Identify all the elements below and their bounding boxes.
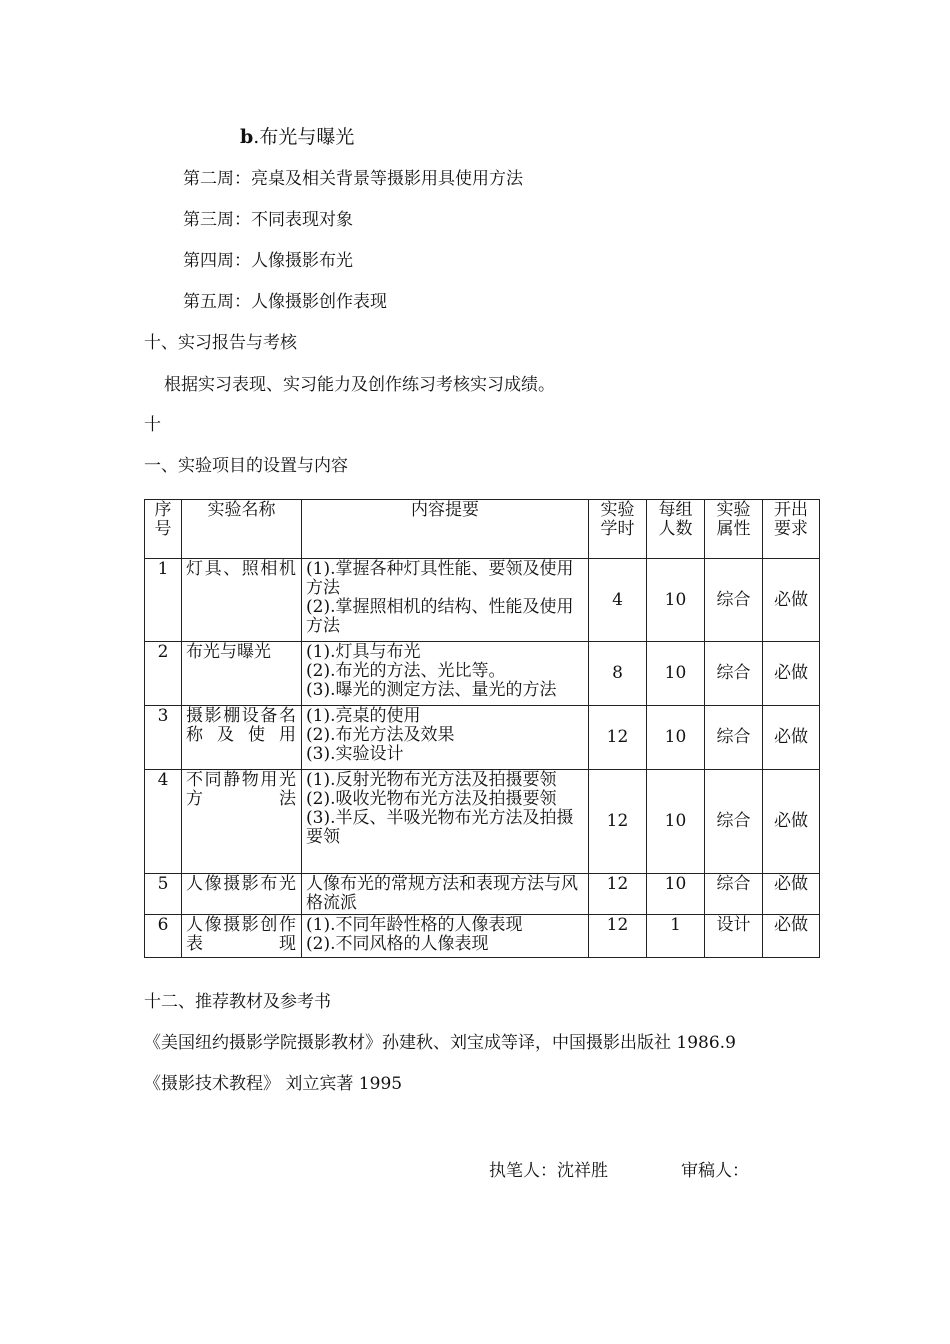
section-10-body: 根据实习表现、实习能力及创作练习考核实习成绩。	[164, 375, 555, 395]
content-line: (2).布光的方法、光比等。	[306, 661, 506, 681]
cell-group: 10	[647, 874, 705, 915]
experiment-table	[144, 499, 820, 958]
content-line: (1).灯具与布光	[306, 642, 421, 662]
section-12-title: 十二、推荐教材及参考书	[144, 992, 331, 1012]
cell-hours: 4	[589, 559, 647, 642]
cell-requirement: 必做	[763, 642, 820, 706]
section-11-title-part2: 一、实验项目的设置与内容	[144, 456, 348, 476]
content-line: (2).掌握照相机的结构、性能及使用方法	[306, 597, 574, 636]
header-type: 实验属性	[705, 500, 763, 559]
table-row	[145, 642, 820, 706]
table-header-row	[145, 500, 820, 559]
cell-requirement: 必做	[763, 874, 820, 915]
content-line: (2).不同风格的人像表现	[306, 934, 489, 954]
reviewer-signature: 审稿人：	[681, 1161, 749, 1181]
table-row	[145, 706, 820, 770]
header-content: 内容提要	[302, 500, 589, 559]
reference-item: 《美国纽约摄影学院摄影教材》孙建秋、刘宝成等译，中国摄影出版社 1986.9	[144, 1033, 736, 1053]
cell-type: 综合	[705, 706, 763, 770]
cell-requirement: 必做	[763, 915, 820, 958]
section-11-title-part1: 十	[144, 415, 161, 435]
table-row	[145, 874, 820, 915]
content-line: (1).不同年龄性格的人像表现	[306, 915, 523, 935]
content-line: (1).反射光物布光方法及拍摄要领	[306, 770, 557, 790]
cell-name: 人像摄影布光	[182, 874, 302, 915]
cell-group: 1	[647, 915, 705, 958]
cell-content	[302, 915, 589, 958]
cell-type: 综合	[705, 874, 763, 915]
cell-type: 设计	[705, 915, 763, 958]
cell-requirement: 必做	[763, 559, 820, 642]
header-group: 每组人数	[647, 500, 705, 559]
cell-group: 10	[647, 559, 705, 642]
header-requirement: 开出要求	[763, 500, 820, 559]
cell-requirement: 必做	[763, 770, 820, 874]
cell-name: 灯具、照相机	[182, 559, 302, 642]
cell-no: 4	[145, 770, 182, 874]
content-line: (3).实验设计	[306, 744, 404, 764]
content-line: (3).半反、半吸光物布光方法及拍摄要领	[306, 808, 574, 847]
cell-no: 6	[145, 915, 182, 958]
content-line: (2).吸收光物布光方法及拍摄要领	[306, 789, 557, 809]
cell-no: 1	[145, 559, 182, 642]
cell-type: 综合	[705, 770, 763, 874]
content-line: (3).曝光的测定方法、量光的方法	[306, 680, 557, 700]
cell-type: 综合	[705, 642, 763, 706]
table-row	[145, 770, 820, 874]
cell-name: 摄影棚设备名称及使用	[182, 706, 302, 770]
reference-item: 《摄影技术教程》 刘立宾著 1995	[144, 1074, 403, 1094]
cell-content	[302, 770, 589, 874]
cell-hours: 12	[589, 915, 647, 958]
author-signature: 执笔人：沈祥胜	[489, 1161, 608, 1181]
subsection-heading	[240, 126, 354, 148]
table-row	[145, 915, 820, 958]
content-line: (1).掌握各种灯具性能、要领及使用方法	[306, 559, 574, 598]
week-item: 第二周：亮桌及相关背景等摄影用具使用方法	[183, 169, 523, 189]
table-row	[145, 559, 820, 642]
cell-group: 10	[647, 642, 705, 706]
cell-requirement: 必做	[763, 706, 820, 770]
week-item: 第四周：人像摄影布光	[183, 251, 353, 271]
cell-type: 综合	[705, 559, 763, 642]
cell-content	[302, 642, 589, 706]
header-name: 实验名称	[182, 500, 302, 559]
cell-group: 10	[647, 706, 705, 770]
cell-group: 10	[647, 770, 705, 874]
header-hours: 实验学时	[589, 500, 647, 559]
cell-content	[302, 874, 589, 915]
cell-hours: 12	[589, 770, 647, 874]
cell-no: 2	[145, 642, 182, 706]
week-item: 第五周：人像摄影创作表现	[183, 292, 387, 312]
cell-hours: 8	[589, 642, 647, 706]
header-no: 序号	[145, 500, 182, 559]
cell-no: 5	[145, 874, 182, 915]
cell-no: 3	[145, 706, 182, 770]
cell-hours: 12	[589, 706, 647, 770]
cell-name: 布光与曝光	[182, 642, 302, 706]
content-line: 人像布光的常规方法和表现方法与风格流派	[306, 874, 578, 913]
content-line: (1).亮桌的使用	[306, 706, 421, 726]
cell-hours: 12	[589, 874, 647, 915]
week-item: 第三周：不同表现对象	[183, 210, 353, 230]
cell-name: 人像摄影创作表现	[182, 915, 302, 958]
cell-name: 不同静物用光方法	[182, 770, 302, 874]
section-10-title: 十、实习报告与考核	[144, 333, 297, 353]
cell-content	[302, 706, 589, 770]
cell-content	[302, 559, 589, 642]
subsection-letter: b	[240, 126, 254, 148]
content-line: (2).布光方法及效果	[306, 725, 455, 745]
subsection-title: .布光与曝光	[253, 126, 355, 148]
